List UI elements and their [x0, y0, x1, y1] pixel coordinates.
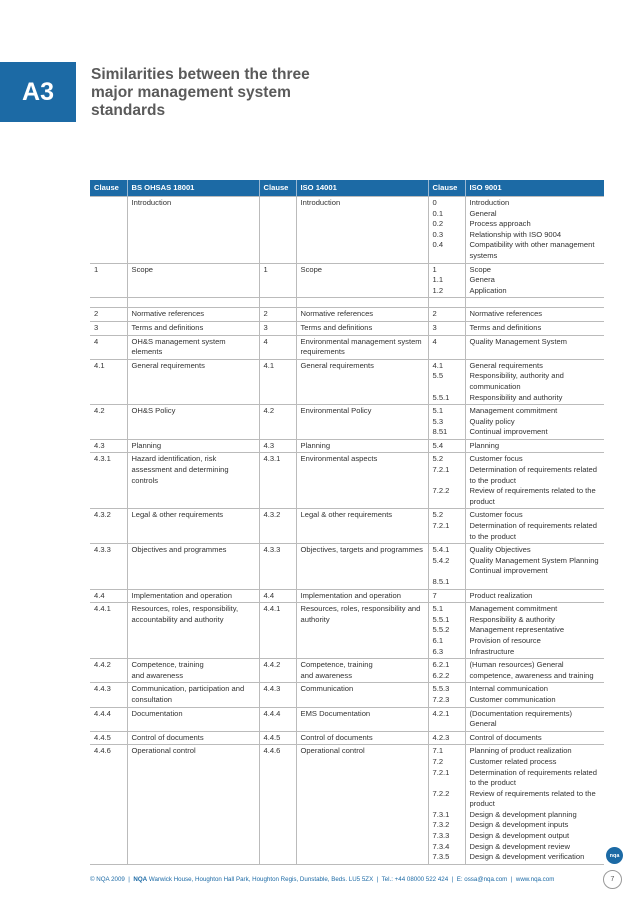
table-cell: 1 [259, 263, 296, 298]
table-row [90, 683, 604, 707]
table-cell: Control of documents [465, 731, 604, 745]
page-number-label: 7 [610, 876, 615, 883]
table-cell: 6.2.1 6.2.2 [428, 659, 465, 683]
table-cell: 4.2 [90, 405, 127, 440]
table-cell: 5.5.3 7.2.3 [428, 683, 465, 707]
table-cell: Normative references [127, 308, 259, 322]
table-cell: Scope [127, 263, 259, 298]
table-cell: 4.3.3 [90, 544, 127, 589]
table-cell: Planning [465, 439, 604, 453]
table-cell: 5.1 5.3 8.51 [428, 405, 465, 440]
table-cell: 4 [259, 335, 296, 359]
table-row [90, 707, 604, 731]
table-row [90, 263, 604, 298]
table-cell: 4.4.6 [90, 745, 127, 865]
column-header: Clause [428, 180, 465, 197]
table-cell: (Human resources) General competence, awareness and training [465, 659, 604, 683]
table-cell: Environmental management system requirements [296, 335, 428, 359]
table-cell: 1 [90, 263, 127, 298]
table-row [90, 589, 604, 603]
table-cell: Product realization [465, 589, 604, 603]
table-cell: Operational control [296, 745, 428, 865]
table-cell: Customer focus Determination of requirements related to the product [465, 509, 604, 544]
column-header: ISO 9001 [465, 180, 604, 197]
table-cell: 5.4.1 5.4.2 8.5.1 [428, 544, 465, 589]
table-cell [428, 298, 465, 308]
table-cell: General requirements [127, 359, 259, 404]
table-cell: 4.3 [259, 439, 296, 453]
table-row [90, 321, 604, 335]
table-cell: Control of documents [127, 731, 259, 745]
table-cell: 4.4.5 [90, 731, 127, 745]
table-cell: 4 [428, 335, 465, 359]
table-cell: 4.3.1 [259, 453, 296, 509]
table-cell: 4.4.3 [90, 683, 127, 707]
table-cell: 5.4 [428, 439, 465, 453]
table-cell: 5.2 7.2.1 7.2.2 [428, 453, 465, 509]
table-cell: Management commitment Responsibility & authority Management representative Provision of resource Infrastructure [465, 603, 604, 659]
table-cell: Management commitment Quality policy Continual improvement [465, 405, 604, 440]
table-row [90, 359, 604, 404]
table-cell: 4.2 [259, 405, 296, 440]
table-cell [259, 197, 296, 264]
table-cell: 4.1 5.5 5.5.1 [428, 359, 465, 404]
footer-brand: NQA [133, 876, 148, 883]
table-cell: Planning of product realization Customer related process Determination of requirements related to the product Review of requirements related to the product Design & development planning Design & development inputs Design & development output Design & development review Design & development verification [465, 745, 604, 865]
table-cell: General requirements Responsibility, authority and communication Responsibility and authority [465, 359, 604, 404]
table-cell: OH&S management system elements [127, 335, 259, 359]
page-title: Similarities between the three major management system standards [91, 66, 310, 119]
table-cell: Introduction [296, 197, 428, 264]
table-cell: Hazard identification, risk assessment and determining controls [127, 453, 259, 509]
nqa-logo-icon [606, 847, 623, 864]
table-cell: Normative references [465, 308, 604, 322]
table-cell: 4.4.4 [259, 707, 296, 731]
table-cell: Customer focus Determination of requirements related to the product Review of requirements related to the product [465, 453, 604, 509]
footer-website-link[interactable]: www.nqa.com [515, 876, 555, 883]
table-cell: Documentation [127, 707, 259, 731]
table-cell: 4.2.1 [428, 707, 465, 731]
table-row [90, 298, 604, 308]
table-row [90, 197, 604, 264]
table-cell: 4.4.2 [259, 659, 296, 683]
table-row [90, 405, 604, 440]
table-row [90, 745, 604, 865]
table-cell: Scope [296, 263, 428, 298]
table-cell: 4.4.1 [90, 603, 127, 659]
table-cell: Legal & other requirements [127, 509, 259, 544]
table-cell: 4.4.5 [259, 731, 296, 745]
comparison-table-container [90, 180, 604, 865]
footer-email[interactable]: E: ossa@nqa.com [456, 876, 508, 883]
table-row [90, 439, 604, 453]
table-cell: Competence, training and awareness [127, 659, 259, 683]
table-cell: 4 [90, 335, 127, 359]
table-cell: Planning [127, 439, 259, 453]
table-cell: 4.4 [259, 589, 296, 603]
footer-tel: Tel.: +44 08000 522 424 [381, 876, 449, 883]
table-cell: Objectives, targets and programmes [296, 544, 428, 589]
table-header-row [90, 180, 604, 197]
column-header: ISO 14001 [296, 180, 428, 197]
table-cell: OH&S Policy [127, 405, 259, 440]
table-cell: Operational control [127, 745, 259, 865]
table-cell: Competence, training and awareness [296, 659, 428, 683]
column-header: Clause [90, 180, 127, 197]
footer-separator: | [128, 876, 130, 883]
table-cell: Quality Objectives Quality Management System Planning Continual improvement [465, 544, 604, 589]
table-cell: Terms and definitions [465, 321, 604, 335]
column-header: BS OHSAS 18001 [127, 180, 259, 197]
table-cell: 3 [259, 321, 296, 335]
footer-separator: | [376, 876, 379, 883]
table-cell: Resources, roles, responsibility and authority [296, 603, 428, 659]
table-cell: Legal & other requirements [296, 509, 428, 544]
table-cell [90, 197, 127, 264]
footer [90, 876, 590, 883]
table-cell [127, 298, 259, 308]
table-cell: Resources, roles, responsibility, accountability and authority [127, 603, 259, 659]
table-cell: 0 0.1 0.2 0.3 0.4 [428, 197, 465, 264]
table-cell: 3 [90, 321, 127, 335]
table-cell [296, 298, 428, 308]
table-cell: General requirements [296, 359, 428, 404]
logo-text: nqa [609, 852, 620, 859]
table-cell: Introduction General Process approach Relationship with ISO 9004 Compatibility with other management systems [465, 197, 604, 264]
table-row [90, 453, 604, 509]
column-header: Clause [259, 180, 296, 197]
table-cell: 3 [428, 321, 465, 335]
table-cell: Scope Genera Application [465, 263, 604, 298]
section-badge [0, 62, 76, 122]
table-cell: 4.4.2 [90, 659, 127, 683]
table-cell: Normative references [296, 308, 428, 322]
table-cell: 5.2 7.2.1 [428, 509, 465, 544]
table-row [90, 509, 604, 544]
table-cell: EMS Documentation [296, 707, 428, 731]
table-cell: 4.3.3 [259, 544, 296, 589]
footer-separator: | [451, 876, 454, 883]
page-number [603, 870, 622, 889]
table-cell: Implementation and operation [127, 589, 259, 603]
table-cell: Planning [296, 439, 428, 453]
section-badge-label: A3 [22, 77, 54, 106]
table-cell [90, 298, 127, 308]
table-cell: 4.1 [259, 359, 296, 404]
table-cell: Objectives and programmes [127, 544, 259, 589]
table-cell [465, 298, 604, 308]
table-cell: Internal communication Customer communication [465, 683, 604, 707]
table-cell: 5.1 5.5.1 5.5.2 6.1 6.3 [428, 603, 465, 659]
table-cell: 4.3.1 [90, 453, 127, 509]
table-cell: 4.4.6 [259, 745, 296, 865]
table-cell: Implementation and operation [296, 589, 428, 603]
table-cell: 4.4.4 [90, 707, 127, 731]
table-row [90, 308, 604, 322]
table-cell: Communication [296, 683, 428, 707]
table-cell: Introduction [127, 197, 259, 264]
table-cell: 4.4.3 [259, 683, 296, 707]
table-cell: 4.3.2 [90, 509, 127, 544]
table-cell: 7 [428, 589, 465, 603]
table-body [90, 197, 604, 865]
table-cell: Terms and definitions [127, 321, 259, 335]
table-cell: 7.1 7.2 7.2.1 7.2.2 7.3.1 7.3.2 7.3.3 7.3.4 7.3.5 [428, 745, 465, 865]
table-cell: Terms and definitions [296, 321, 428, 335]
table-cell: 4.3.2 [259, 509, 296, 544]
table-row [90, 731, 604, 745]
table-cell: 4.1 [90, 359, 127, 404]
table-cell: 2 [90, 308, 127, 322]
table-row [90, 659, 604, 683]
table-cell: 4.4.1 [259, 603, 296, 659]
table-cell: Environmental aspects [296, 453, 428, 509]
footer-separator: | [510, 876, 513, 883]
table-cell: Control of documents [296, 731, 428, 745]
table-row [90, 544, 604, 589]
table-cell: 4.4 [90, 589, 127, 603]
table-cell: Quality Management System [465, 335, 604, 359]
table-cell: 4.3 [90, 439, 127, 453]
footer-copyright: © NQA 2009 [90, 876, 125, 883]
table-cell: 4.2.3 [428, 731, 465, 745]
comparison-table [90, 180, 604, 865]
footer-address: Warwick House, Houghton Hall Park, Houghton Regis, Dunstable, Beds. LU5 5ZX [148, 876, 374, 883]
table-cell: Environmental Policy [296, 405, 428, 440]
table-cell: 2 [428, 308, 465, 322]
table-cell: Communication, participation and consultation [127, 683, 259, 707]
table-cell: 1 1.1 1.2 [428, 263, 465, 298]
table-cell: (Documentation requirements) General [465, 707, 604, 731]
table-row [90, 603, 604, 659]
table-cell [259, 298, 296, 308]
table-cell: 2 [259, 308, 296, 322]
table-row [90, 335, 604, 359]
